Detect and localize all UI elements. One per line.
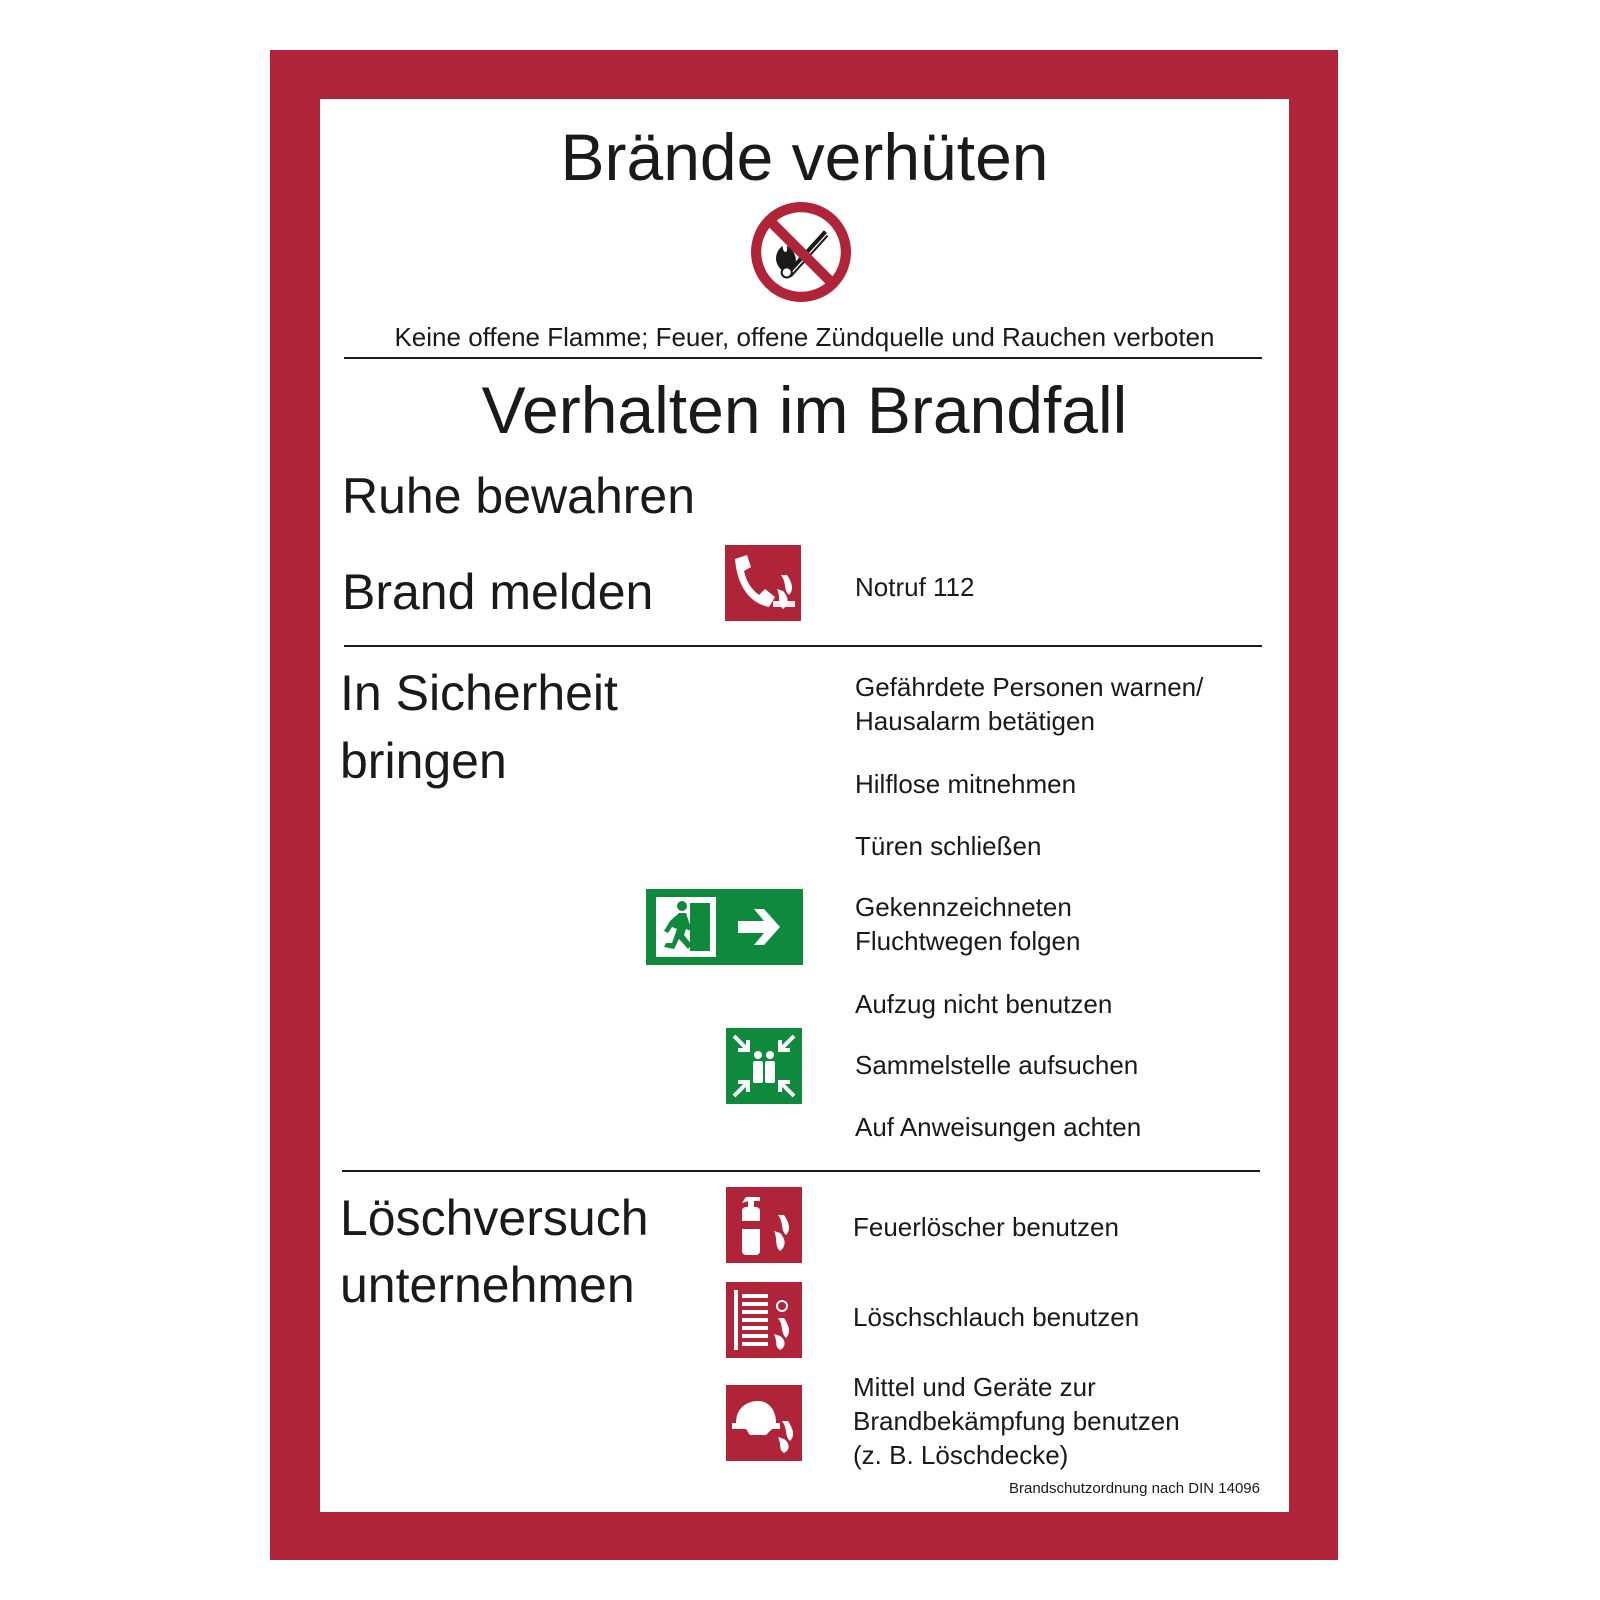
- safety-item-routes: Gekennzeichneten: [855, 892, 1072, 922]
- safety-item-warn: Gefährdete Personen warnen/: [855, 672, 1204, 702]
- emergency-exit-right-icon: [646, 889, 803, 965]
- safety-item-warn-cont: Hausalarm betätigen: [855, 706, 1095, 736]
- safety-item-routes-cont: Fluchtwegen folgen: [855, 926, 1081, 956]
- din-footer-note: Brandschutzordnung nach DIN 14096: [1008, 1480, 1260, 1497]
- safety-item-helpless: Hilflose mitnehmen: [855, 769, 1077, 799]
- report-fire-heading: Brand melden: [342, 564, 654, 620]
- safety-heading-line2: bringen: [340, 733, 507, 789]
- fire-extinguisher-icon: [726, 1187, 802, 1263]
- safety-heading-line1: In Sicherheit: [340, 665, 618, 721]
- keep-calm-heading: Ruhe bewahren: [342, 468, 696, 524]
- no-open-flame-prohibition-icon: [750, 201, 852, 303]
- safety-item-elevator: Aufzug nicht benutzen: [855, 989, 1113, 1019]
- prevention-title: Brände verhüten: [560, 120, 1049, 194]
- extinguish-item-extinguisher: Feuerlöscher benutzen: [853, 1212, 1119, 1242]
- extinguish-item-blanket: (z. B. Löschdecke): [853, 1440, 1069, 1470]
- divider-middle: [344, 645, 1262, 647]
- extinguish-item-hose: Löschschlauch benutzen: [853, 1302, 1140, 1332]
- fire-alarm-telephone-icon: [725, 545, 801, 621]
- conduct-title: Verhalten im Brandfall: [481, 373, 1128, 447]
- extinguish-heading-line1: Löschversuch: [340, 1190, 649, 1246]
- divider-bottom: [342, 1170, 1260, 1172]
- safety-item-assembly: Sammelstelle aufsuchen: [855, 1050, 1139, 1080]
- extinguish-heading-line2: unternehmen: [340, 1257, 635, 1313]
- prohibition-caption: Keine offene Flamme; Feuer, offene Zündquelle und Rauchen verboten: [394, 322, 1215, 352]
- extinguish-item-equipment: Mittel und Geräte zur: [853, 1372, 1096, 1402]
- fire-hose-icon: [726, 1282, 802, 1358]
- divider-top: [344, 357, 1262, 359]
- assembly-point-icon: [726, 1028, 802, 1104]
- safety-item-doors: Türen schließen: [855, 831, 1042, 861]
- emergency-number-text: Notruf 112: [855, 572, 975, 602]
- safety-item-instructions: Auf Anweisungen achten: [855, 1112, 1142, 1142]
- firefighting-equipment-icon: [726, 1385, 802, 1461]
- extinguish-item-equipment-cont: Brandbekämpfung benutzen: [853, 1406, 1180, 1436]
